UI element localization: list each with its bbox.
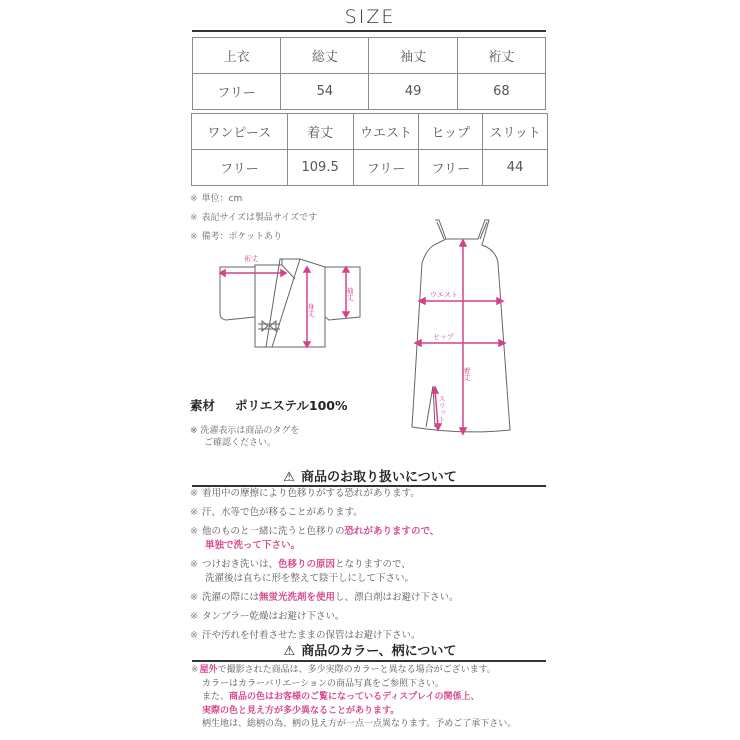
wash-note: ※ 洗濯表示は商品のタグを ご確認ください。	[190, 426, 300, 448]
cell: フリー	[419, 150, 483, 186]
note-item: ※ 備考：ポケットあり	[190, 232, 283, 242]
header-cell: 着丈	[287, 114, 353, 150]
header-cell: ヒップ	[419, 114, 483, 150]
color-divider	[192, 660, 546, 662]
warning-icon: ⚠	[283, 644, 296, 659]
list-item: ※ 他のものと一緒に洗うと色移りの恐れがありますので、 単独で洗って下さい。	[190, 526, 440, 551]
dress-size-table	[191, 113, 548, 186]
jacket-diagram	[200, 245, 380, 355]
title-divider	[192, 30, 546, 32]
color-section-title: ⚠ 商品のカラー、柄について	[283, 644, 457, 659]
table-header-row	[193, 38, 546, 74]
cell: フリー	[353, 150, 419, 186]
list-item: ※ 汗や汚れを付着させたままの保管はお避け下さい。	[190, 630, 421, 641]
care-list	[190, 487, 550, 648]
header-cell: スリット	[483, 114, 548, 150]
material-info	[190, 396, 348, 414]
mi-label: 身丈	[307, 303, 315, 317]
sode-label: 袖丈	[346, 287, 354, 301]
top-size-table	[192, 37, 546, 110]
material-label: 素材	[190, 398, 216, 413]
list-item: ※ 洗濯の際には無蛍光洗剤を使用し、漂白剤はお避け下さい。	[190, 592, 459, 603]
list-item: ※ タンブラー乾燥はお避け下さい。	[190, 611, 345, 622]
color-notes: ※屋外で撮影された商品は、多少実際のカラーと異なる場合がございます。 カラーはカラーバリエーションの商品写真をご参照下さい。 また、商品の色はお客様のご覧になっているディスプレイの関係上、 実際の色と見え方が多少異なることがあります。 柄生地は、総柄の為、柄の見え方が一点一点異なります。予めご了承下さい。	[191, 665, 517, 729]
cell: 109.5	[287, 150, 353, 186]
waist-label: ウエスト	[430, 291, 458, 299]
slit-label: スリット	[438, 395, 446, 423]
cell: フリー	[192, 150, 288, 186]
note-item: ※ 単位：cm	[190, 194, 243, 204]
header-cell: ワンピース	[192, 114, 288, 150]
header-cell: ウエスト	[353, 114, 419, 150]
size-notes	[190, 190, 317, 247]
dress-diagram	[400, 205, 540, 445]
cell: 49	[369, 74, 457, 110]
header-cell: 総丈	[281, 38, 369, 74]
warning-icon: ⚠	[283, 470, 295, 485]
header-cell: 裄丈	[457, 38, 545, 74]
note-item: ※ 表記サイズは製品サイズです	[190, 213, 318, 223]
cell: 68	[457, 74, 545, 110]
length-label: 着丈	[463, 367, 471, 381]
size-title: SIZE	[344, 6, 396, 28]
table-row	[193, 74, 546, 110]
hip-label: ヒップ	[433, 333, 454, 341]
cell: 44	[483, 150, 548, 186]
cell: フリー	[193, 74, 281, 110]
material-value: ポリエステル100%	[235, 398, 348, 413]
list-item: ※ 着用中の摩擦により色移りがする恐れがあります。	[190, 488, 420, 499]
header-cell: 袖丈	[369, 38, 457, 74]
list-item: ※ つけおき洗いは、色移りの原因となりますので、 洗濯後は直ちに形を整えて陰干しにして下さい。	[190, 559, 415, 584]
cell: 54	[281, 74, 369, 110]
care-section-title: ⚠ 商品のお取り扱いについて	[283, 470, 457, 485]
header-cell: 上衣	[193, 38, 281, 74]
table-row	[192, 150, 548, 186]
table-header-row	[192, 114, 548, 150]
list-item: ※ 汗、水等で色が移ることがあります。	[190, 507, 363, 518]
yuki-label: 裄丈	[244, 255, 258, 263]
